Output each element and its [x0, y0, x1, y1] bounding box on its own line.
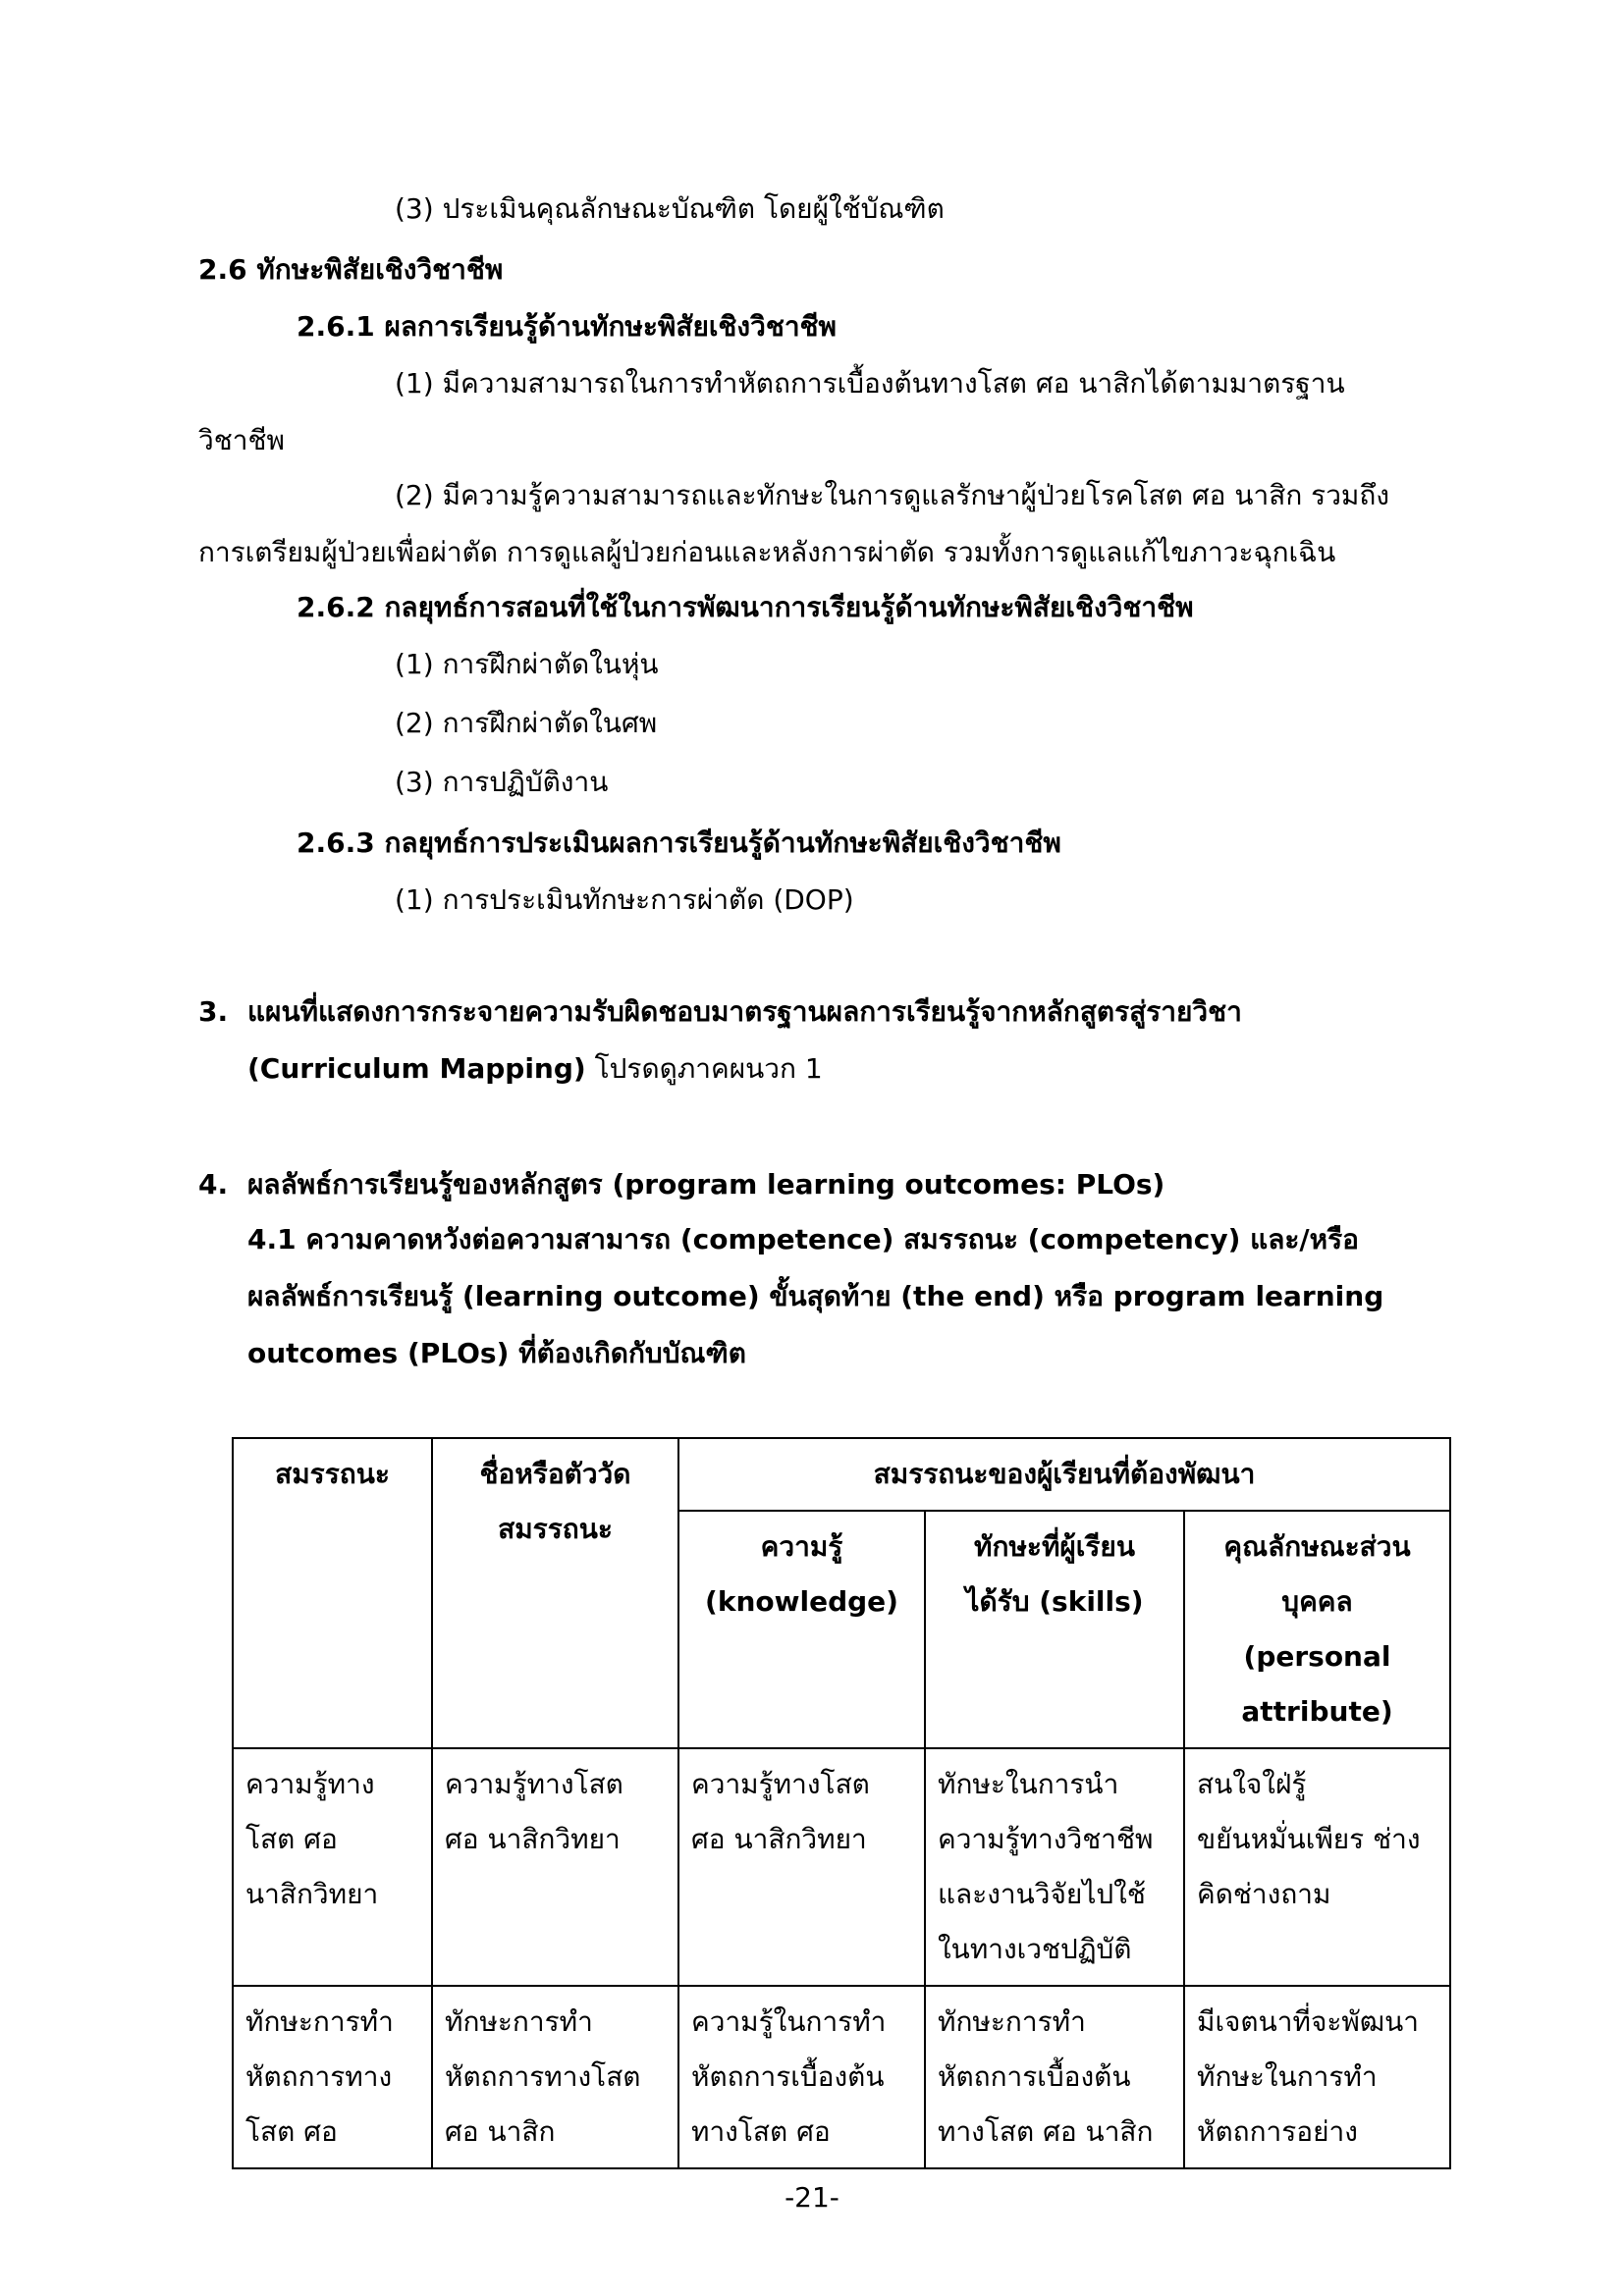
cell-text-line: และงานวิจัยไปใช้	[938, 1878, 1146, 1910]
section-2-6-heading: 2.6 ทักษะพิสัยเชิงวิชาชีพ	[198, 253, 504, 286]
cell-text-line: ศอ นาสิกวิทยา	[691, 1823, 867, 1855]
table-row	[233, 1986, 1450, 2168]
cell-text-line: ความรู้ทางวิชาชีพ	[938, 1823, 1154, 1855]
section-4-1-line-2: ผลลัพธ์การเรียนรู้ (learning outcome) ขั้นสุดท้าย (the end) หรือ program learning	[247, 1280, 1384, 1312]
cell-text-line: คิดช่างถาม	[1197, 1878, 1331, 1910]
section-4-1-line-1: 4.1 ความคาดหวังต่อความสามารถ (competence) สมรรถนะ (competency) และ/หรือ	[247, 1223, 1359, 1255]
table-row	[233, 1748, 1450, 1986]
cell-text-line: ทักษะการทำ	[445, 2005, 593, 2038]
cell-text-line: ความรู้ทางโสต	[691, 1768, 870, 1800]
cell-text-line: ความรู้ทาง	[245, 1768, 375, 1800]
cell-text-line: หัตถการเบื้องต้น	[938, 2060, 1131, 2093]
cell-text-line: มีเจตนาที่จะพัฒนา	[1197, 2005, 1419, 2038]
strategy-item-1: (1) การฝึกผ่าตัดในหุ่น	[395, 648, 659, 680]
cell-text-line: ทักษะการทำ	[938, 2005, 1086, 2038]
header-learner-competency-group: สมรรถนะของผู้เรียนที่ต้องพัฒนา	[678, 1438, 1450, 1511]
competency-name-cell	[432, 1986, 678, 2168]
cell-text-line: สนใจใฝ่รู้	[1197, 1768, 1307, 1800]
header-competency: สมรรถนะ	[233, 1438, 432, 1748]
skills-cell	[925, 1986, 1184, 2168]
personal-attribute-cell	[1184, 1748, 1450, 1986]
cell-text-line: หัตถการเบื้องต้น	[691, 2060, 885, 2093]
cell-text-line: นาสิกวิทยา	[245, 1878, 379, 1910]
cell-text-line: หัตถการทาง	[245, 2060, 393, 2093]
header-skills: ทักษะที่ผู้เรียน ได้รับ (skills)	[925, 1511, 1184, 1748]
section-4-1-line-3: outcomes (PLOs) ที่ต้องเกิดกับบัณฑิต	[247, 1337, 746, 1369]
cell-text-line: ในทางเวชปฏิบัติ	[938, 1933, 1132, 1965]
section-3-heading: แผนที่แสดงการกระจายความรับผิดชอบมาตรฐานผลการเรียนรู้จากหลักสูตรสู่รายวิชา	[247, 995, 1242, 1028]
section-4-number: 4.	[198, 1168, 229, 1201]
cell-text-line: ขยันหมั่นเพียร ช่าง	[1197, 1823, 1421, 1855]
cell-text-line: ทักษะในการทำ	[1197, 2060, 1378, 2093]
section-3-number: 3.	[198, 995, 229, 1028]
knowledge-cell	[678, 1748, 925, 1986]
section-3-subheading	[247, 1052, 823, 1086]
skills-cell	[925, 1748, 1184, 1986]
outcome-item-2-cont: การเตรียมผู้ป่วยเพื่อผ่าตัด การดูแลผู้ป่วยก่อนและหลังการผ่าตัด รวมทั้งการดูแลแก้ไขภาวะฉุกเฉิน	[198, 536, 1336, 568]
knowledge-cell	[678, 1986, 925, 2168]
curriculum-mapping-label: (Curriculum Mapping)	[247, 1052, 586, 1085]
appendix-reference: โปรดดูภาคผนวก 1	[585, 1052, 823, 1085]
cell-text-line: ทางโสต ศอ นาสิก	[938, 2115, 1154, 2148]
page-number: -21-	[785, 2181, 839, 2214]
competency-cell	[233, 1986, 432, 2168]
section-4-heading: ผลลัพธ์การเรียนรู้ของหลักสูตร (program learning outcomes: PLOs)	[247, 1168, 1165, 1201]
header-personal-attribute: คุณลักษณะส่วน บุคคล (personal attribute)	[1184, 1511, 1450, 1748]
competency-table	[232, 1437, 1451, 2169]
strategy-item-3: (3) การปฏิบัติงาน	[395, 766, 609, 798]
outcome-item-2: (2) มีความรู้ความสามารถและทักษะในการดูแลรักษาผู้ป่วยโรคโสต ศอ นาสิก รวมถึง	[395, 479, 1390, 511]
competency-cell	[233, 1748, 432, 1986]
cell-text-line: หัตถการทางโสต	[445, 2060, 641, 2093]
cell-text-line: ความรู้ในการทำ	[691, 2005, 887, 2038]
cell-text-line: ความรู้ทางโสต	[445, 1768, 623, 1800]
outcome-item-1-cont: วิชาชีพ	[198, 424, 285, 456]
competency-name-cell	[432, 1748, 678, 1986]
cell-text-line: ทักษะในการนำ	[938, 1768, 1119, 1800]
section-2-6-2-heading: 2.6.2 กลยุทธ์การสอนที่ใช้ในการพัฒนาการเรียนรู้ด้านทักษะพิสัยเชิงวิชาชีพ	[297, 591, 1194, 623]
header-competency-name: ชื่อหรือตัววัด สมรรถนะ	[432, 1438, 678, 1748]
section-2-6-1-heading: 2.6.1 ผลการเรียนรู้ด้านทักษะพิสัยเชิงวิชาชีพ	[297, 310, 838, 343]
cell-text-line: ศอ นาสิก	[445, 2115, 556, 2148]
competency-table-body	[233, 1748, 1450, 2168]
strategy-item-2: (2) การฝึกผ่าตัดในศพ	[395, 707, 658, 739]
outcome-item-1: (1) มีความสามารถในการทำหัตถการเบื้องต้นทางโสต ศอ นาสิกได้ตามมาตรฐาน	[395, 367, 1345, 400]
section-2-6-3-heading: 2.6.3 กลยุทธ์การประเมินผลการเรียนรู้ด้านทักษะพิสัยเชิงวิชาชีพ	[297, 827, 1061, 859]
cell-text-line: ศอ นาสิกวิทยา	[445, 1823, 621, 1855]
header-knowledge: ความรู้ (knowledge)	[678, 1511, 925, 1748]
cell-text-line: ทางโสต ศอ	[691, 2115, 831, 2148]
cell-text-line: โสต ศอ	[245, 1823, 338, 1855]
personal-attribute-cell	[1184, 1986, 1450, 2168]
cell-text-line: โสต ศอ	[245, 2115, 338, 2148]
evaluation-item-1: (1) การประเมินทักษะการผ่าตัด (DOP)	[395, 883, 854, 916]
cell-text-line: หัตถการอย่าง	[1197, 2115, 1358, 2148]
assessment-item-3: (3) ประเมินคุณลักษณะบัณฑิต โดยผู้ใช้บัณฑิต	[395, 192, 945, 225]
cell-text-line: ทักษะการทำ	[245, 2005, 394, 2038]
